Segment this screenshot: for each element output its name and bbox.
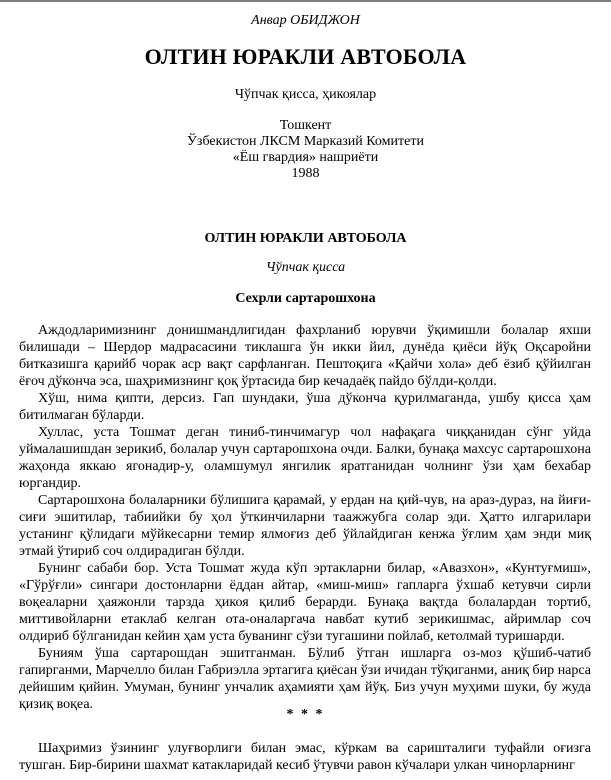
publisher-house: «Ёш гвардия» нашриёти [232,150,379,165]
top-border-line [0,0,611,2]
paragraph: Сартарошхона болаларники бўлишига қарамай, у ердан на қий-чув, на араз-дураз, на йиғи-сиғи эшитилар, табиийки бу ҳол ўткинчиларни таажжубга солар эди. Ҳатто илгарилари устанинг қўлидаги мўйкесарни темир ялмоғиз деб ўйлайдиган кенжа ўғлим ҳам энди миқ этмай ўтириб соч олдирадиган бўлди. [19,493,591,559]
section-title: ОЛТИН ЮРАКЛИ АВТОБОЛА [204,231,407,246]
chapter-title: Сехрли сартарошхона [235,291,376,306]
book-title: ОЛТИН ЮРАКЛИ АВТОБОЛА [144,44,467,69]
book-genre: Чўпчак қисса, ҳикоялар [234,87,377,102]
paragraph: Шаҳримиз ўзининг улуғворлиги билан эмас, кўркам ва саришталиги туфайли оғизга тушган. Бир-бирини шахмат катакларидай кесиб ўтувчи равон кўчалари улкан чинорларнинг [19,741,591,773]
publisher-city: Тошкент [279,118,332,133]
chapter-body [19,322,591,713]
section-separator: * * * [286,707,325,722]
publisher-block [0,118,611,182]
section-subtitle: Чўпчак қисса [265,260,346,275]
paragraph: Бунинг сабаби бор. Уста Тошмат жуда кўп эртакларни билар, «Авазхон», «Кунтуғмиш», «Гўрўғли» сингари достонларни ёддан айтар, «миш-миш» гапларга ўхшаб кетувчи сирли воқеаларни ҳаяжонли тарзда ҳикоя қилиб берарди. Бунақа вақтда болалардан тортиб, миттивойларни етаклаб келган ота-оналаргача навбат кутиб зерикишмас, айримлар соч олдириб бўлганидан кейин ҳам уста буванинг сўзи тугашини пойлаб, кетолмай туришарди. [19,561,591,644]
publication-year: 1988 [291,166,320,181]
chapter-body-continued [19,740,591,774]
author-name: Анвар ОБИДЖОН [251,13,360,28]
paragraph: Хўш, нима қипти, дерсиз. Гап шундаки, ўша дўконча қурилмаганда, ушбу қисса ҳам битилмаган бўларди. [19,391,591,423]
paragraph: Аждодларимизнинг донишмандлигидан фахрланиб юрувчи ўқимишли болалар яхши билишади – Шердор мадрасасини тиклашга ўн икки йил, дунёда қиёси йўқ Оқсаройни битказишга қарийб чорак аср вақт сарфланган. Пештоқига «Қайчи хола» деб ёзиб қўйилган ёғоч дўконча эса, шаҳримизнинг қоқ ўртасида бир кечадаёқ пайдо бўлди-қолди. [19,323,591,389]
paragraph: Хуллас, уста Тошмат деган тиниб-тинчимагур чол нафақага чиққанидан сўнг уйда уймалашишдан зерикиб, болалар учун сартарошхона очди. Балки, бунақа махсус сартарошхона жаҳонда яккаю ягонадир-у, оламшумул янгилик яратганидан чолнинг ўзи ҳам бехабар юргандир. [19,425,591,491]
publisher-committee: Ўзбекистон ЛКСМ Марказий Комитети [187,134,424,149]
paragraph: Буниям ўша сартарошдан эшитганман. Бўлиб ўтган ишларга оз-моз қўшиб-чатиб гапирганми, Марчелло билан Габриэлла эртагига қиёсан ўзи ичидан тўқиганми, аниқ бир нарса дейишим қийин. Умуман, бунинг унчалик аҳамияти ҳам йўқ. Биз учун муҳими шуки, бу жуда қизиқ воқеа. [19,646,591,712]
